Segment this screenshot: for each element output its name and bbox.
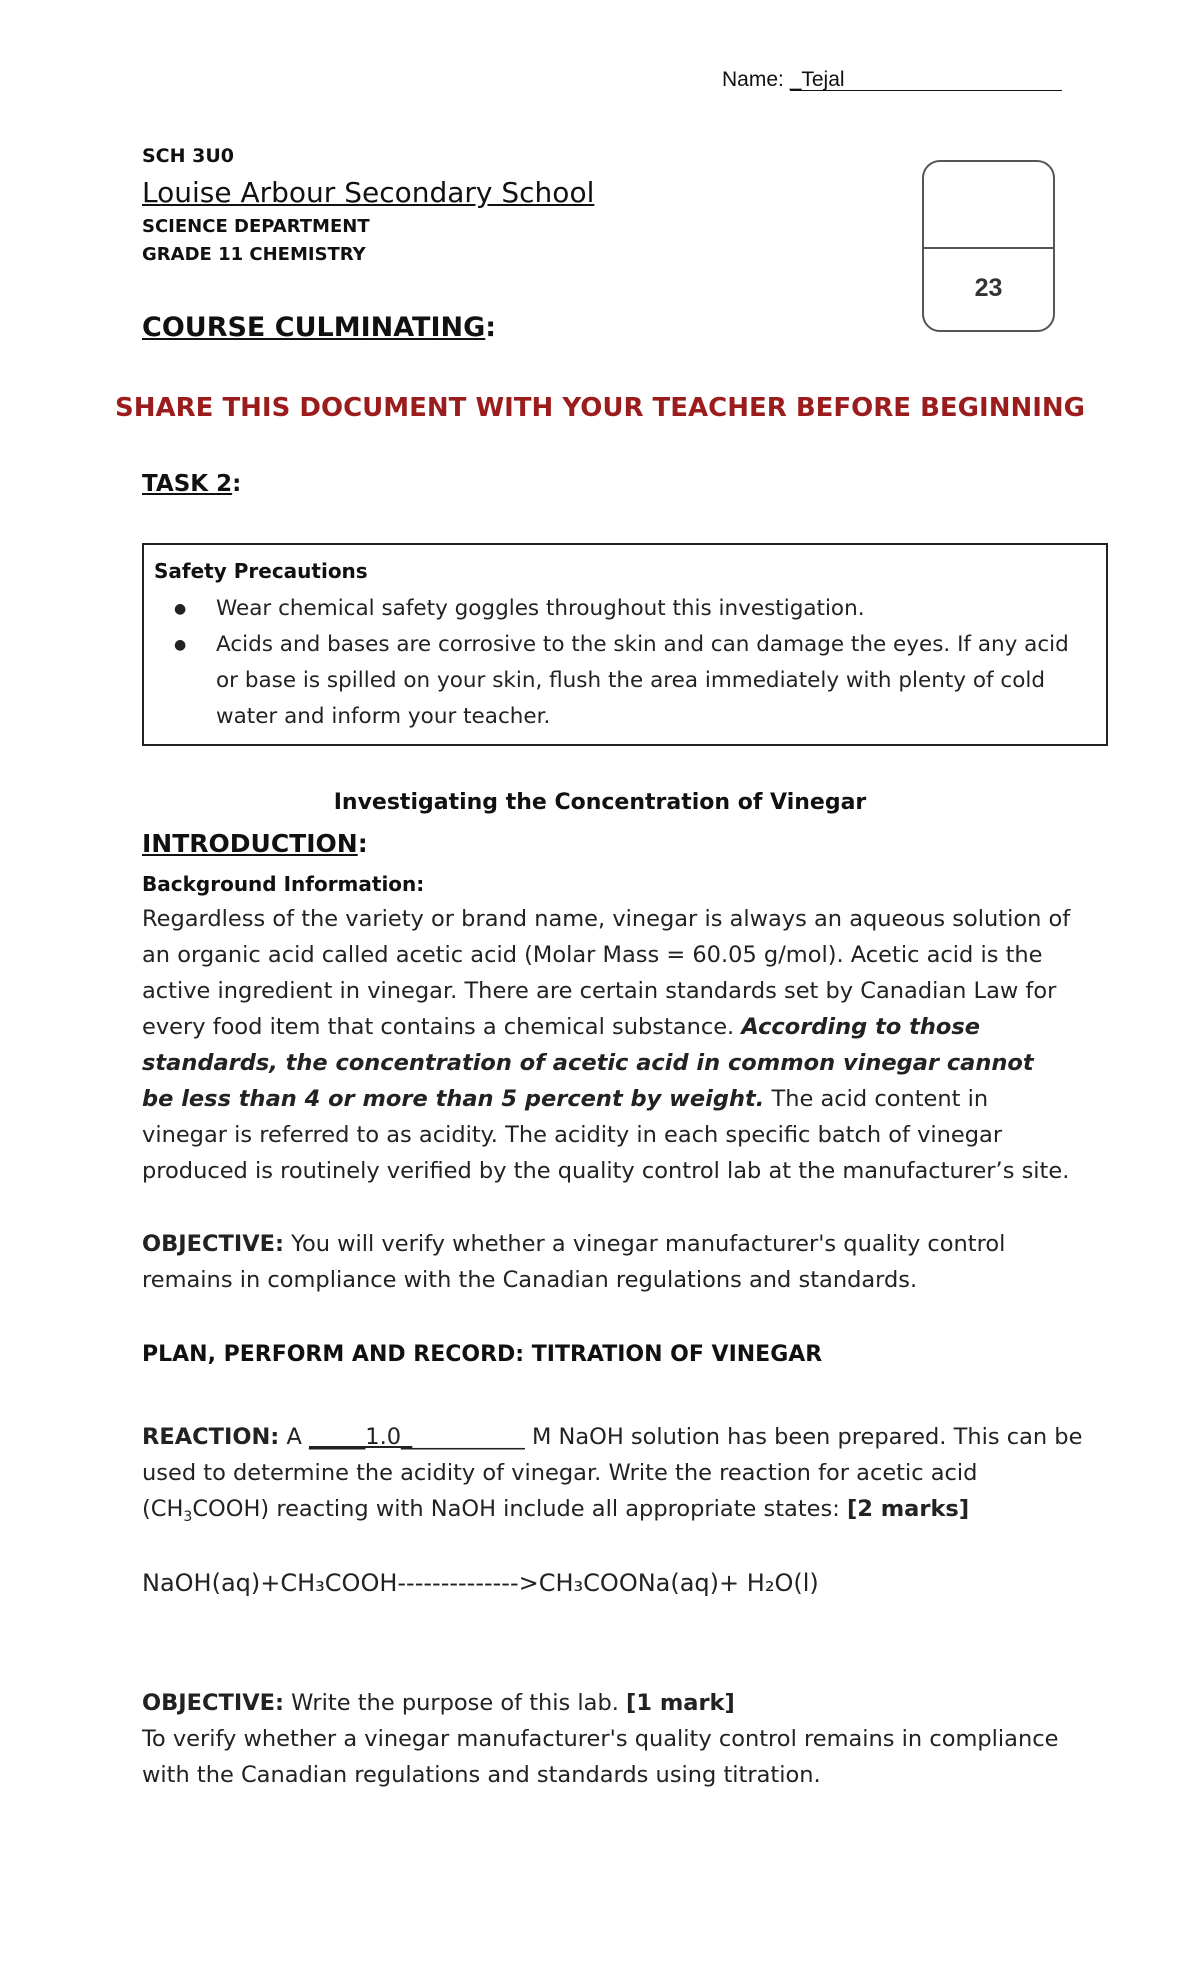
- safety-box: [142, 543, 1108, 746]
- objective-section: [142, 1226, 1092, 1298]
- molarity-blank-tail: __________: [412, 1424, 525, 1450]
- safety-title: Safety Precautions: [154, 559, 368, 583]
- reaction-text-2: COOH) reacting with NaOH include all appropriate states:: [192, 1496, 847, 1522]
- reaction-marks: [2 marks]: [846, 1496, 970, 1522]
- mark-box: [922, 160, 1055, 332]
- share-banner: SHARE THIS DOCUMENT WITH YOUR TEACHER BEFORE BEGINNING: [115, 393, 1085, 423]
- background-text-start: Regardless of the variety or brand name, vinegar is always an aqueous solution of an organic acid called acetic acid (Molar Mass = 60.05 g/mol). Acetic acid is the active ingredient in vinegar. There are certain standards set by Canadian Law for every food item that contains a chemical substance.: [142, 906, 1071, 1040]
- safety-item: ● Wear chemical safety goggles throughout this investigation.: [216, 591, 1096, 627]
- reaction-text-1: M NaOH solution has been prepared. This can be used to determine the acidity of vinegar. Write the reaction for acetic acid (CH: [142, 1424, 1083, 1522]
- culminating-title: COURSE CULMINATING: [142, 312, 486, 343]
- objective-prompt: Write the purpose of this lab.: [284, 1690, 627, 1716]
- objective-text: You will verify whether a vinegar manufacturer's quality control remains in compliance with the Canadian regulations and standards.: [142, 1231, 1006, 1293]
- plan-heading: PLAN, PERFORM AND RECORD: TITRATION OF VINEGAR: [142, 1342, 823, 1367]
- reaction-prefix: A: [279, 1424, 309, 1450]
- introduction-colon: :: [357, 829, 368, 858]
- culminating-heading: [142, 312, 496, 343]
- name-label: Name:: [722, 68, 784, 91]
- safety-item: ● Acids and bases are corrosive to the skin and can damage the eyes. If any acid or base is spilled on your skin, flush the area immediately with plenty of cold water and inform your teacher.: [216, 627, 1096, 735]
- culminating-colon: :: [485, 312, 497, 343]
- school-name: Louise Arbour Secondary School: [142, 176, 595, 209]
- department: SCIENCE DEPARTMENT: [142, 216, 370, 237]
- objective-answer-text[interactable]: To verify whether a vinegar manufacturer's quality control remains in compliance with the Canadian regulations and standards using titration.: [142, 1726, 1059, 1788]
- background-heading: Background Information:: [142, 872, 425, 896]
- background-text-end: The acid content in vinegar is referred to as acidity. The acidity in each specific batch of vinegar produced is routinely verified by the quality control lab at the manufacturer’s site.: [142, 1086, 1070, 1184]
- standards-emphasis: According to those standards, the concentration of acetic acid in common vinegar cannot be less than 4 or more than 5 percent by weight.: [142, 1014, 1034, 1112]
- task-heading: [142, 471, 241, 497]
- reaction-equation[interactable]: NaOH(aq)+CH₃COOH-------------->CH₃COONa(aq)+ H₂O(l): [142, 1569, 819, 1597]
- grade-level: GRADE 11 CHEMISTRY: [142, 244, 366, 265]
- objective-answer-section: [142, 1685, 1092, 1793]
- introduction-heading: [142, 829, 368, 858]
- reaction-label: REACTION:: [142, 1424, 280, 1450]
- investigation-title: Investigating the Concentration of Vinegar: [333, 790, 867, 815]
- objective-marks: [1 mark]: [626, 1690, 735, 1716]
- background-paragraph: [142, 901, 1072, 1189]
- name-value[interactable]: _Tejal: [790, 70, 1062, 91]
- course-code: SCH 3U0: [142, 145, 235, 167]
- reaction-section: [142, 1419, 1092, 1527]
- safety-list: [154, 591, 1096, 735]
- mark-total: 23: [974, 274, 1003, 302]
- objective-label: OBJECTIVE:: [142, 1231, 285, 1257]
- introduction-label: INTRODUCTION: [142, 829, 358, 858]
- mark-box-divider: [924, 247, 1053, 249]
- task-label: TASK 2: [142, 471, 233, 497]
- name-field: [722, 68, 1062, 92]
- task-colon: :: [232, 471, 242, 497]
- subscript-3: 3: [183, 1509, 193, 1525]
- molarity-blank[interactable]: _____1.0_: [309, 1424, 413, 1450]
- objective-answer-label: OBJECTIVE:: [142, 1690, 285, 1716]
